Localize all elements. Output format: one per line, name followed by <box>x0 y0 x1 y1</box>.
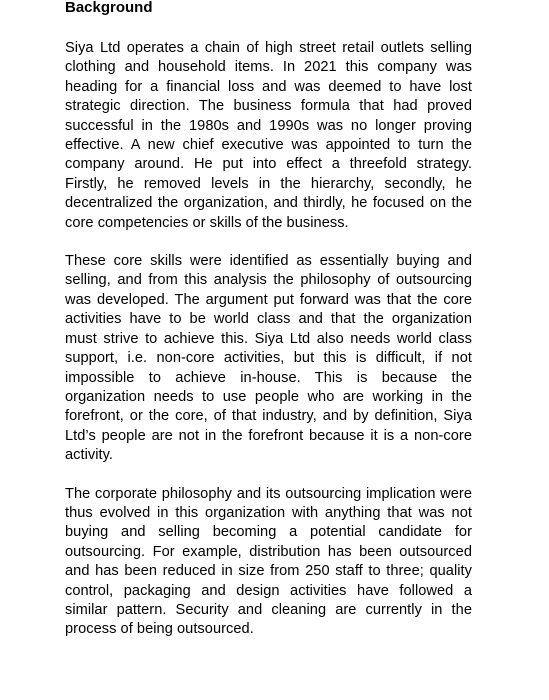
section-heading: Background <box>65 0 153 16</box>
paragraph-3: The corporate philosophy and its outsourcing implication were thus evolved in this organization with anything that was not buying and selling becoming a potential candidate for outsourcing. For example, distribution has been outsourced and has been reduced in size from 250 staff to three; quality control, packaging and design activities have followed a similar pattern. Security and cleaning are currently in the process of being outsourced. <box>65 485 472 638</box>
document-body <box>65 0 472 640</box>
paragraph-1: Siya Ltd operates a chain of high street retail outlets selling clothing and household items. In 2021 this company was heading for a financial loss and was deemed to have lost strategic direction. The business formula that had proved successful in the 1980s and 1990s was no longer proving effective. A new chief executive was appointed to turn the company around. He put into effect a threefold strategy. Firstly, he removed levels in the hierarchy, secondly, he decentralized the organization, and thirdly, he focused on the core competencies or skills of the business. <box>65 40 472 231</box>
paragraph-2: These core skills were identified as essentially buying and selling, and from this analysis the philosophy of outsourcing was developed. The argument put forward was that the core activities have to be world class and that the organization must strive to achieve this. Siya Ltd also needs world class support, i.e. non-core activities, but this is difficult, if not impossible to achieve in-house. This is because the organization needs to use people who are working in the forefront, or the core, of that industry, and by definition, Siya Ltd’s people are not in the forefront because it is a non-core activity. <box>65 253 472 464</box>
